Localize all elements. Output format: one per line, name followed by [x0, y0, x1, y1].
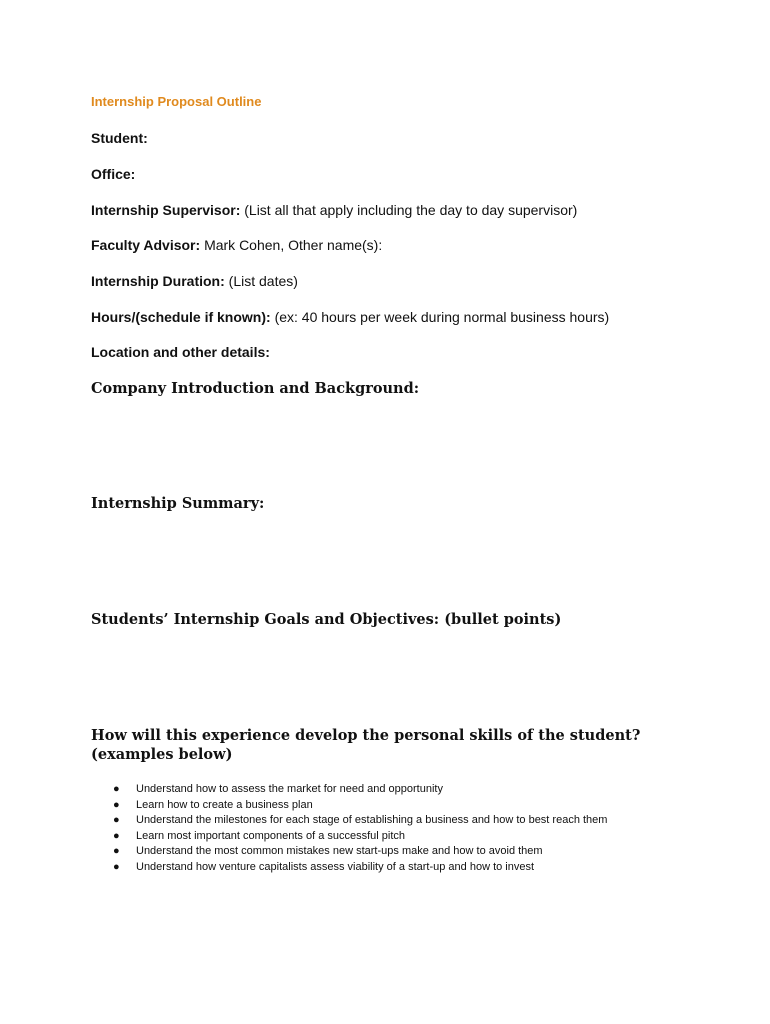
field-location — [91, 343, 270, 361]
list-item — [108, 813, 607, 829]
list-item — [108, 782, 607, 798]
section-heading-internship-summary: Internship Summary: — [91, 495, 265, 512]
field-label: Office: — [91, 166, 136, 182]
field-office — [91, 165, 135, 183]
field-value: (ex: 40 hours per week during normal business hours) — [274, 309, 610, 325]
section-heading-line: How will this experience develop the personal skills of the student? — [91, 727, 641, 744]
field-student — [91, 129, 148, 147]
field-value: Mark Cohen, Other name(s): — [204, 237, 383, 253]
field-value: (List dates) — [228, 273, 298, 289]
field-internship-supervisor — [91, 201, 577, 219]
skills-bullet-list — [108, 782, 607, 876]
bullet-icon: ● — [113, 829, 120, 842]
list-item — [108, 829, 607, 845]
list-item-text: Understand how venture capitalists assess viability of a start-up and how to invest — [136, 860, 535, 873]
section-heading-line: (examples below) — [91, 746, 233, 763]
list-item-text: Understand the most common mistakes new start-ups make and how to avoid them — [136, 845, 543, 858]
bullet-icon: ● — [113, 814, 120, 827]
list-item — [108, 844, 607, 860]
bullet-icon: ● — [113, 860, 120, 873]
field-label: Hours/(schedule if known): — [91, 309, 271, 325]
document-title: Internship Proposal Outline — [91, 94, 262, 109]
field-label: Internship Duration: — [91, 273, 225, 289]
bullet-icon: ● — [113, 798, 120, 811]
section-heading-company-introduction: Company Introduction and Background: — [91, 380, 420, 397]
field-label: Internship Supervisor: — [91, 202, 241, 218]
field-internship-duration — [91, 272, 298, 290]
field-label: Faculty Advisor: — [91, 237, 201, 253]
list-item-text: Understand the milestones for each stage of establishing a business and how to best reach them — [136, 814, 608, 827]
list-item-text: Learn most important components of a successful pitch — [136, 829, 406, 842]
field-hours — [91, 308, 609, 326]
bullet-icon: ● — [113, 845, 120, 858]
list-item-text: Understand how to assess the market for need and opportunity — [136, 783, 443, 795]
list-item — [108, 798, 607, 814]
bullet-icon: ● — [113, 783, 120, 795]
field-label: Student: — [91, 130, 148, 146]
field-label: Location and other details: — [91, 344, 270, 360]
field-value: (List all that apply including the day to day supervisor) — [244, 202, 578, 218]
section-heading-goals-objectives: Students’ Internship Goals and Objectives: (bullet points) — [91, 611, 562, 628]
field-faculty-advisor — [91, 236, 382, 254]
list-item-text: Learn how to create a business plan — [136, 798, 313, 811]
section-heading-personal-skills — [91, 726, 640, 764]
list-item — [108, 860, 607, 876]
